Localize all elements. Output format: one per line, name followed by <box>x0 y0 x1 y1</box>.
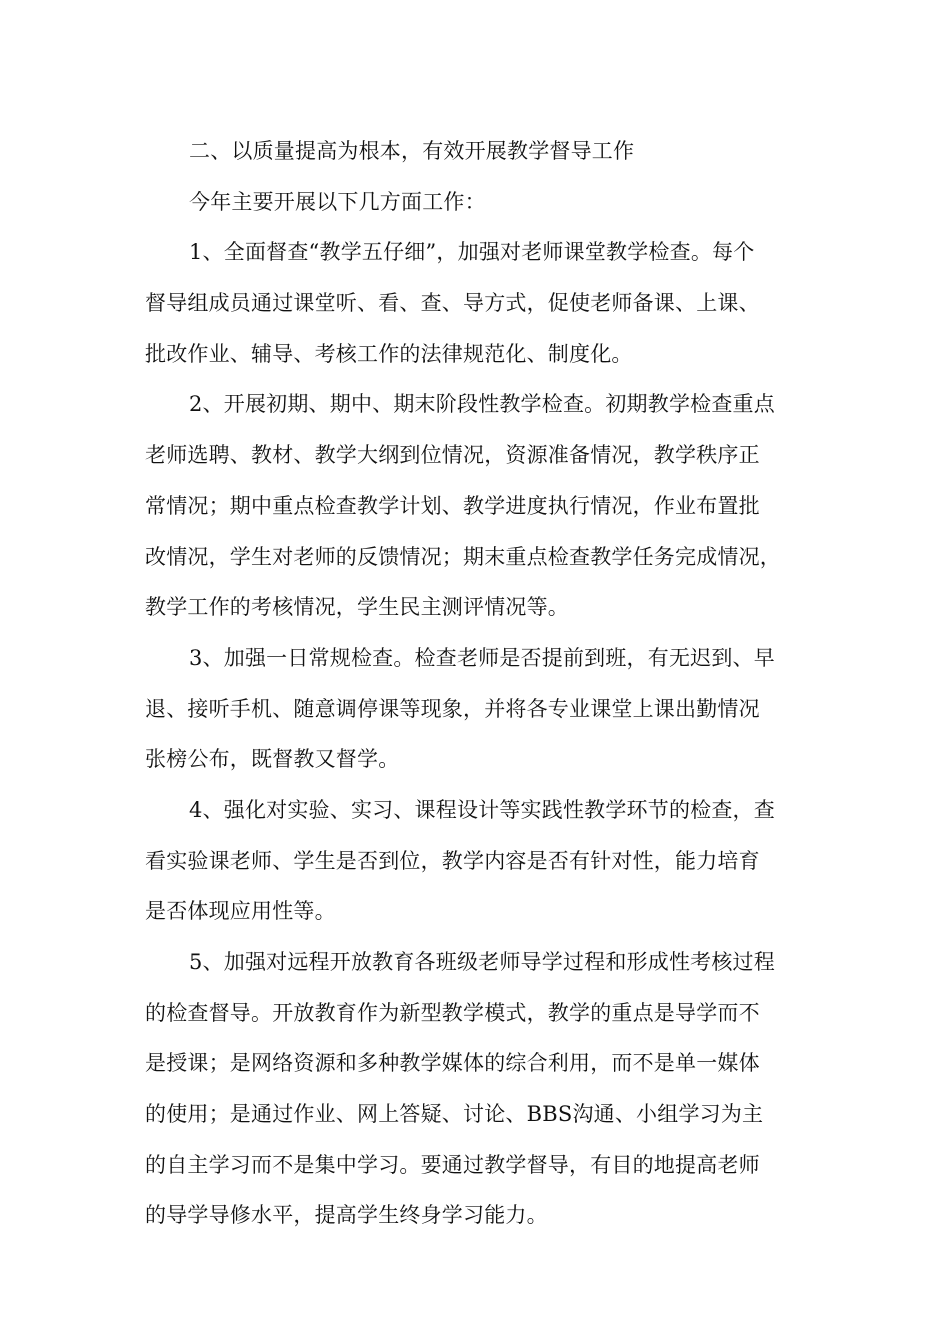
item-2-line-5: 教学工作的考核情况，学生民主测评情况等。 <box>145 595 569 620</box>
item-4-line-2: 看实验课老师、学生是否到位，教学内容是否有针对性，能力培育 <box>145 848 760 873</box>
section-heading: 二、以质量提高为根本，有效开展教学督导工作 <box>189 139 635 163</box>
item-5-line-4: 的使用；是通过作业、网上答疑、讨论、BBS沟通、小组学习为主 <box>145 1102 764 1127</box>
item-5-line-1: 5、加强对远程开放教育各班级老师导学过程和形成性考核过程 <box>189 950 775 974</box>
item-2-line-1: 2、开展初期、期中、期末阶段性教学检查。初期教学检查重点 <box>189 392 775 417</box>
document-body <box>145 126 807 1241</box>
item-3-line-3: 张榜公布，既督教又督学。 <box>145 747 400 772</box>
item-5-line-5: 的自主学习而不是集中学习。要通过教学督导，有目的地提高老师 <box>145 1152 760 1177</box>
intro-line: 今年主要开展以下几方面工作： <box>189 189 486 214</box>
item-1-line-2: 督导组成员通过课堂听、看、查、导方式，促使老师备课、上课、 <box>145 291 760 316</box>
item-2-line-3: 常情况；期中重点检查教学计划、教学进度执行情况，作业布置批 <box>145 493 760 518</box>
item-5-line-3: 是授课；是网络资源和多种教学媒体的综合利用，而不是单一媒体 <box>145 1051 760 1076</box>
item-3-line-1: 3、加强一日常规检查。检查老师是否提前到班，有无迟到、早 <box>189 645 775 670</box>
item-5-line-2: 的检查督导。开放教育作为新型教学模式，教学的重点是导学而不 <box>145 1000 760 1025</box>
item-5-line-6: 的导学导修水平，提高学生终身学习能力。 <box>145 1203 548 1228</box>
item-2-line-4: 改情况，学生对老师的反馈情况；期末重点检查教学任务完成情况， <box>145 544 781 569</box>
item-1-line-3: 批改作业、辅导、考核工作的法律规范化、制度化。 <box>145 341 633 366</box>
item-4-line-1: 4、强化对实验、实习、课程设计等实践性教学环节的检查，查 <box>189 797 775 822</box>
item-4-line-3: 是否体现应用性等。 <box>145 899 336 924</box>
item-1-line-1: 1、全面督查“教学五仔细”，加强对老师课堂教学检查。每个 <box>189 240 755 265</box>
item-2-line-2: 老师选聘、教材、教学大纲到位情况，资源准备情况，教学秩序正 <box>145 443 760 468</box>
item-3-line-2: 退、接听手机、随意调停课等现象，并将各专业课堂上课出勤情况 <box>145 696 760 721</box>
